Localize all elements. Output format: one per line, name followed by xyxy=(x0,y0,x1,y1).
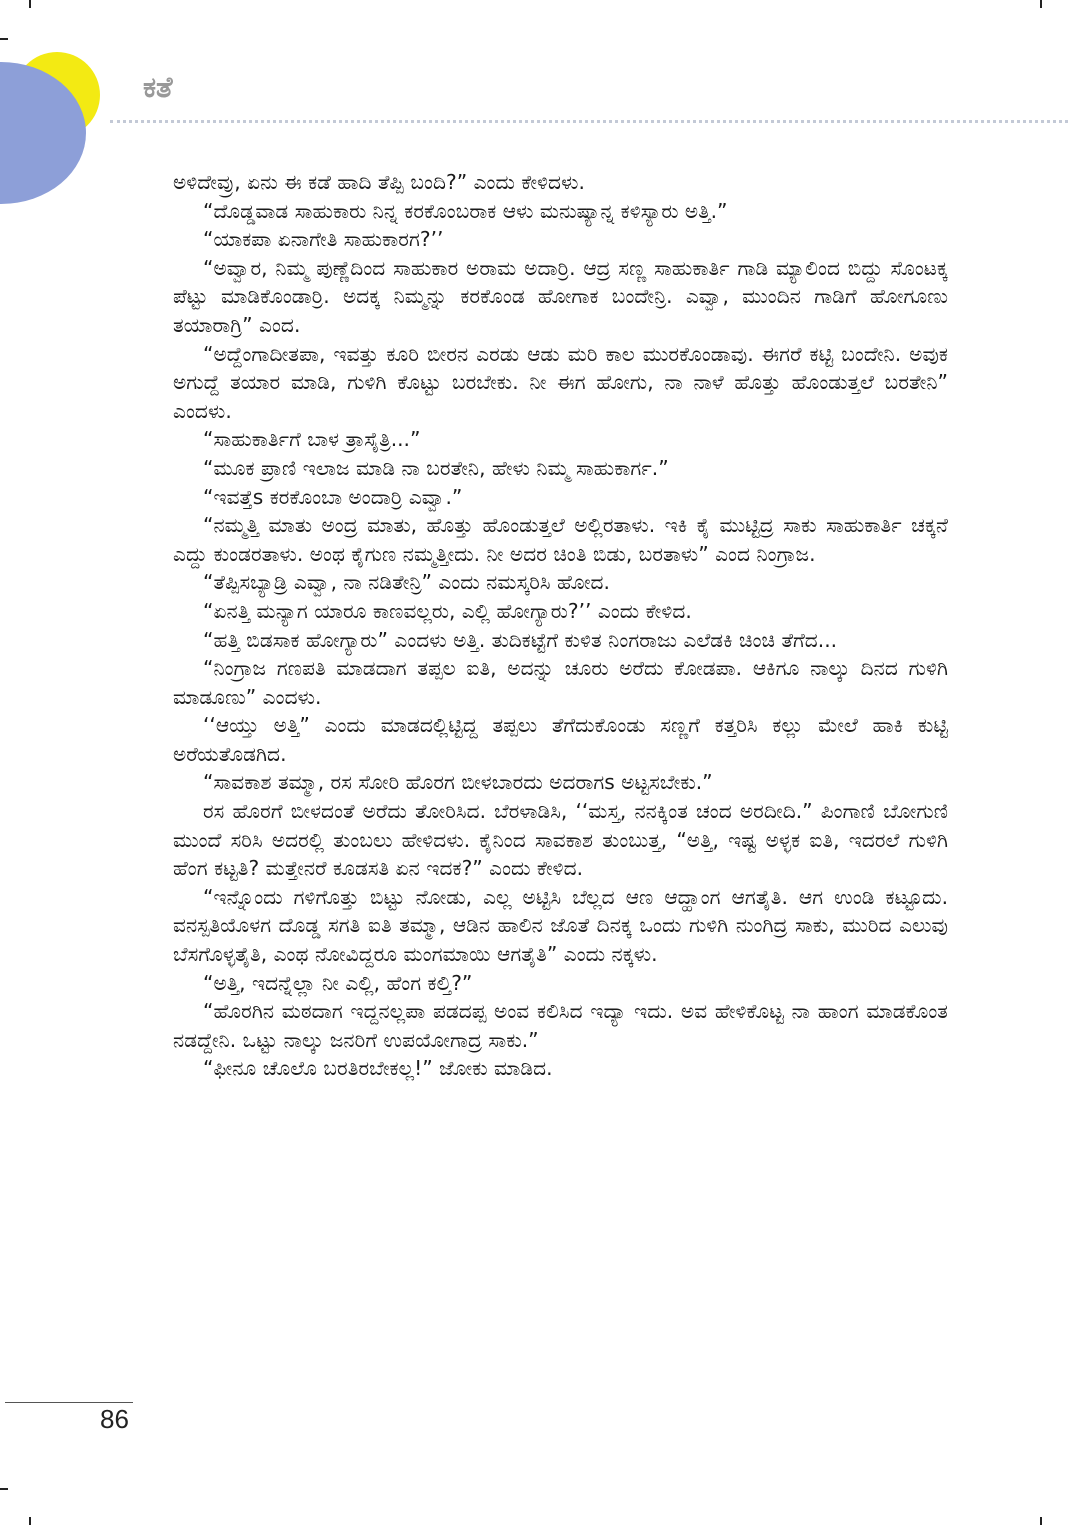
paragraph: “ಇನ್ನೊಂದು ಗಳಿಗೊತ್ತು ಬಿಟ್ಟು ನೋಡು, ಎಲ್ಲ ಅಟ್ಟಿಸಿ ಬೆಲ್ಲದ ಆಣ ಆದ್ಹಾಂಗ ಆಗತೈತಿ. ಆಗ ಉಂಡಿ ಕಟ್ಟೂದು. ವನಸ್ಪತಿಯೊಳಗ ದೊಡ್ಡ ಸಗತಿ ಐತಿ ತಮ್ಮಾ, ಆಡಿನ ಹಾಲಿನ ಜೊತೆ ದಿನಕ್ಕ ಒಂದು ಗುಳಿಗಿ ನುಂಗಿದ್ರ ಸಾಕು, ಮುರಿದ ಎಲುವು ಬೆಸಗೊಳ್ಳತೈತಿ, ಎಂಥ ನೋವಿದ್ದರೂ ಮಂಗಮಾಯಿ ಆಗತೈತಿ” ಎಂದು ನಕ್ಕಳು. xyxy=(173,884,948,967)
paragraph: “ಹತ್ತಿ ಬಿಡಸಾಕ ಹೋಗ್ಯಾರು” ಎಂದಳು ಅತ್ತಿ. ತುದಿಕಟ್ಟೆಗೆ ಕುಳಿತ ನಿಂಗರಾಜು ಎಲೆಡಕಿ ಚಿಂಚಿ ತೆಗೆದ... xyxy=(203,627,838,652)
paragraph: ಅಳಿದೇವ್ರು, ಏನು ಈ ಕಡೆ ಹಾದಿ ತೆಪ್ಪಿ ಬಂದಿ?” ಎಂದು ಕೇಳಿದಳು. xyxy=(173,170,585,194)
paragraph: “ದೊಡ್ಡವಾಡ ಸಾಹುಕಾರು ನಿನ್ನ ಕರಕೊಂಬರಾಕ ಆಳು ಮನುಷ್ಯಾನ್ನ ಕಳಿಸ್ಯಾರು ಅತ್ತಿ.” xyxy=(203,198,728,223)
paragraph: ‘‘ಆಯ್ತು ಅತ್ತಿ” ಎಂದು ಮಾಡದಲ್ಲಿಟ್ಟಿದ್ದ ತಪ್ಪಲು ತೆಗೆದುಕೊಂಡು ಸಣ್ಣಗೆ ಕತ್ತರಿಸಿ ಕಲ್ಲು ಮೇಲೆ ಹಾಕಿ ಕುಟ್ಟಿ ಅರೆಯತೊಡಗಿದ. xyxy=(173,713,948,766)
paragraph: “ಇವತ್ತೆs ಕರಕೊಂಬಾ ಅಂದಾರ್ರಿ ಎವ್ವಾ.” xyxy=(203,484,463,509)
paragraph: “ಸಾಹುಕಾರ್ತಿಗೆ ಬಾಳ ತ್ರಾಸೈತ್ರಿ...” xyxy=(203,427,421,452)
story-body xyxy=(173,168,948,1083)
paragraph: “ಅದ್ದೆಂಗಾದೀತಪಾ, ಇವತ್ತು ಕೂರಿ ಬೀರನ ಎರಡು ಆಡು ಮರಿ ಕಾಲ ಮುರಕೊಂಡಾವು. ಈಗರೆ ಕಟ್ಟಿ ಬಂದೇನಿ. ಅವುಕ ಅಗುದ್ದೆ ತಯಾರ ಮಾಡಿ, ಗುಳಿಗಿ ಕೊಟ್ಟು ಬರಬೇಕು. ನೀ ಈಗ ಹೋಗು, ನಾ ನಾಳೆ ಹೊತ್ತು ಹೊಂಡುತ್ತಲೆ ಬರತೇನಿ” ಎಂದಳು. xyxy=(173,341,948,423)
paragraph: “ತೆಪ್ಪಿಸಬ್ಯಾಡ್ರಿ ಎವ್ವಾ, ನಾ ನಡಿತೇನ್ರಿ” ಎಂದು ನಮಸ್ಕರಿಸಿ ಹೋದ. xyxy=(203,570,610,595)
paragraph: “ಸಾವಕಾಶ ತಮ್ಮಾ, ರಸ ಸೋರಿ ಹೊರಗ ಬೀಳಬಾರದು ಅದರಾಗs ಅಟ್ಟಸಬೇಕು.” xyxy=(203,770,713,795)
section-title: ಕತೆ xyxy=(143,70,173,104)
crop-mark xyxy=(29,1517,31,1525)
page-number: 86 xyxy=(100,1404,129,1434)
crop-mark xyxy=(1040,1517,1042,1525)
crop-mark xyxy=(1040,0,1042,8)
paragraph: “ಮೂಕ ಪ್ರಾಣಿ ಇಲಾಜ ಮಾಡಿ ನಾ ಬರತೇನಿ, ಹೇಳು ನಿಮ್ಮ ಸಾಹುಕಾರ್ಗ.” xyxy=(203,455,669,480)
paragraph: “ನಮ್ಮತ್ತಿ ಮಾತು ಅಂದ್ರ ಮಾತು, ಹೊತ್ತು ಹೊಂಡುತ್ತಲೆ ಅಲ್ಲಿರತಾಳು. ಇಕಿ ಕೈ ಮುಟ್ಟಿದ್ರ ಸಾಕು ಸಾಹುಕಾರ್ತಿ ಚಕ್ಕನೆ ಎದ್ದು ಕುಂಡರತಾಳು. ಅಂಥ ಕೈಗುಣ ನಮ್ಮತ್ತೀದು. ನೀ ಅದರ ಚಿಂತಿ ಬಿಡು, ಬರತಾಳು” ಎಂದ ನಿಂಗ್ರಾಜ. xyxy=(173,513,948,566)
paragraph: “ಫೀನೂ ಚೊಲೊ ಬರತಿರಬೇಕಲ್ಲ!” ಜೋಕು ಮಾಡಿದ. xyxy=(203,1056,553,1081)
paragraph: “ನಿಂಗ್ರಾಜ ಗಣಪತಿ ಮಾಡದಾಗ ತಪ್ಪಲ ಐತಿ, ಅದನ್ನು ಚೂರು ಅರೆದು ಕೋಡಪಾ. ಆಕಿಗೂ ನಾಲ್ಕು ದಿನದ ಗುಳಿಗಿ ಮಾಡೂಣು” ಎಂದಳು. xyxy=(173,656,948,709)
crop-mark xyxy=(0,1488,8,1490)
paragraph: ರಸ ಹೊರಗೆ ಬೀಳದಂತೆ ಅರೆದು ತೋರಿಸಿದ. ಬೆರಳಾಡಿಸಿ, ‘‘ಮಸ್ತ, ನನಕ್ಕಿಂತ ಚಂದ ಅರದೀದಿ.” ಪಿಂಗಾಣಿ ಬೋಗುಣಿ ಮುಂದೆ ಸರಿಸಿ ಅದರಲ್ಲಿ ತುಂಬಲು ಹೇಳಿದಳು. ಕೈನಿಂದ ಸಾವಕಾಶ ತುಂಬುತ್ತ, “ಅತ್ತಿ, ಇಷ್ಟ ಅಳ್ಳಕ ಐತಿ, ಇದರಲೆ ಗುಳಿಗಿ ಹೆಂಗ ಕಟ್ಟತಿ? ಮತ್ತೇನರೆ ಕೂಡಸತಿ ಏನ ಇದಕ?” ಎಂದು ಕೇಳಿದ. xyxy=(173,799,948,881)
crop-mark xyxy=(29,0,31,8)
paragraph: “ಹೊರಗಿನ ಮಠದಾಗ ಇದ್ದನಲ್ಲಪಾ ಪಡದಪ್ಪ ಅಂವ ಕಲಿಸಿದ ಇದ್ಯಾ ಇದು. ಅವ ಹೇಳಿಕೊಟ್ಟ ನಾ ಹಾಂಗ ಮಾಡಕೊಂತ ನಡದ್ದೇನಿ. ಒಟ್ಟು ನಾಲ್ಕು ಜನರಿಗೆ ಉಪಯೋಗಾದ್ರ ಸಾಕು.” xyxy=(173,999,948,1052)
paragraph: “ಯಾಕಪಾ ಏನಾಗೇತಿ ಸಾಹುಕಾರಗ?’’ xyxy=(203,227,444,252)
paragraph: “ಅವ್ವಾರ, ನಿಮ್ಮ ಪುಣ್ಣೆದಿಂದ ಸಾಹುಕಾರ ಅರಾಮ ಅದಾರ್ರಿ. ಆದ್ರ ಸಣ್ಣ ಸಾಹುಕಾರ್ತಿ ಗಾಡಿ ಮ್ಯಾಲಿಂದ ಬಿದ್ದು ಸೊಂಟಕ್ಕ ಪೆಟ್ಟು ಮಾಡಿಕೊಂಡಾರ್ರಿ. ಅದಕ್ಕ ನಿಮ್ಮನ್ನು ಕರಕೊಂಡ ಹೋಗಾಕ ಬಂದೇನ್ರಿ. ಎವ್ವಾ, ಮುಂದಿನ ಗಾಡಿಗೆ ಹೋಗೂಣು ತಯಾರಾಗ್ರಿ” ಎಂದ. xyxy=(173,255,948,337)
footer-rule xyxy=(5,1402,133,1403)
crop-mark xyxy=(0,38,8,40)
paragraph: “ಏನತ್ತಿ ಮನ್ಯಾಗ ಯಾರೂ ಕಾಣವಲ್ಲರು, ಎಲ್ಲಿ ಹೋಗ್ಯಾರು?’’ ಎಂದು ಕೇಳಿದ. xyxy=(203,598,692,623)
paragraph: “ಅತ್ತಿ, ಇದನ್ನೆಲ್ಲಾ ನೀ ಎಲ್ಲಿ, ಹೆಂಗ ಕಲ್ತಿ?” xyxy=(203,970,473,995)
header-dotted-divider xyxy=(110,120,1068,123)
